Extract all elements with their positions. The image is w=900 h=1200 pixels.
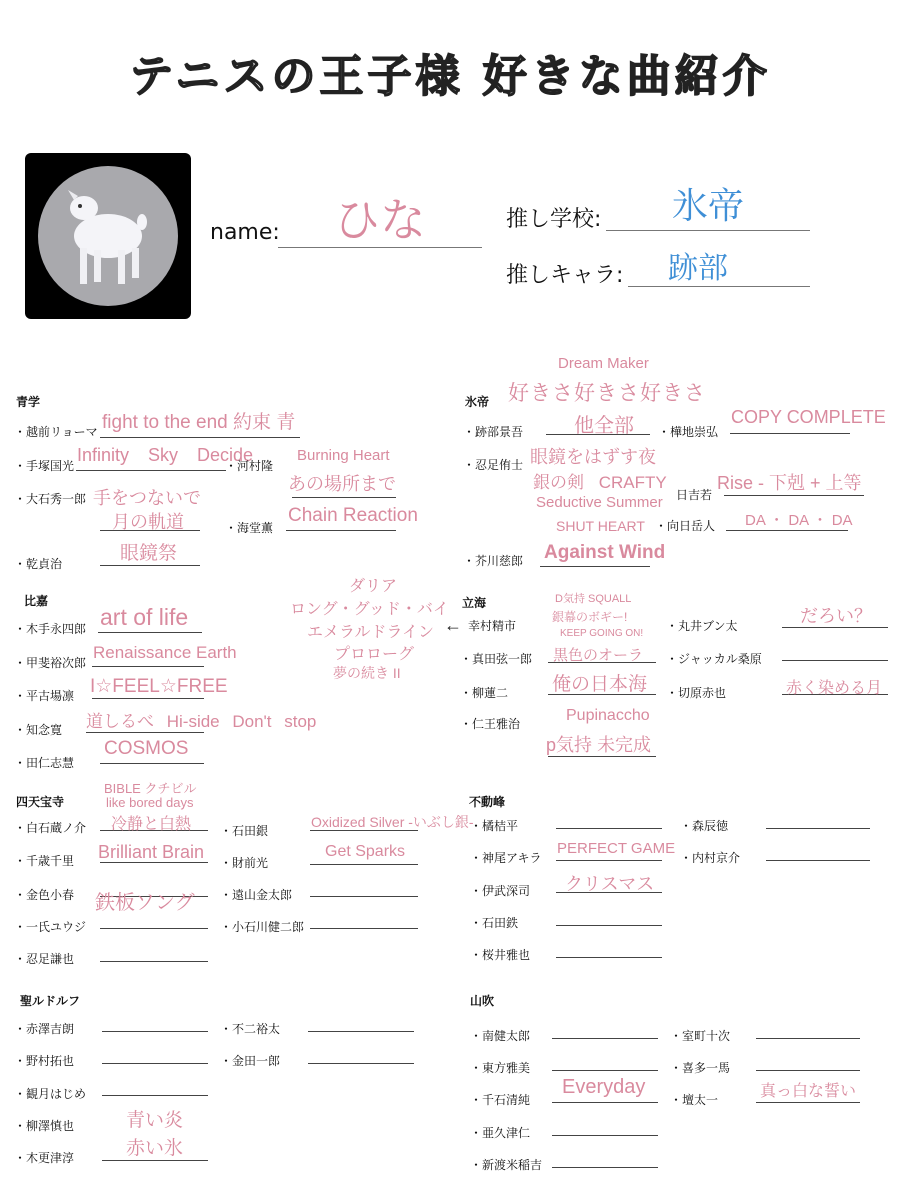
answer-line xyxy=(308,1031,414,1032)
arrow-icon: ← xyxy=(444,615,462,635)
song-oshitari-4: SHUT HEART xyxy=(556,518,645,534)
answer-line xyxy=(100,565,200,566)
char-koishikawa: ・小石川健二郎 xyxy=(220,920,305,934)
song-akutagawa: Against Wind xyxy=(544,542,666,563)
chara-label: 推しキャラ: xyxy=(506,263,624,288)
answer-line xyxy=(92,666,204,667)
char-tachibana: ・橘桔平 xyxy=(470,819,519,833)
answer-line xyxy=(724,495,864,496)
char-fuji-y: ・不二裕太 xyxy=(220,1022,281,1036)
school-header-fudomine: 不動峰 xyxy=(469,795,506,809)
name-label: name: xyxy=(210,220,280,245)
char-atobe: ・跡部景吾 xyxy=(463,425,524,439)
song-kawamura-2: あの場所まで xyxy=(288,474,396,494)
char-kawamura: ・河村隆 xyxy=(225,459,274,473)
char-ishida-t: ・石田鉄 xyxy=(470,916,519,930)
answer-line xyxy=(552,1135,658,1136)
song-sengoku: Everyday xyxy=(562,1076,646,1098)
answer-line xyxy=(102,1160,208,1161)
char-dan: ・壇太一 xyxy=(670,1093,719,1107)
song-yukimura-1: ダリア xyxy=(349,578,398,595)
school-header-seigaku: 青学 xyxy=(16,395,41,409)
char-ishida-g: ・石田銀 xyxy=(220,824,269,838)
answer-line xyxy=(552,1038,658,1039)
song-yanagisawa-1: 青い炎 xyxy=(126,1110,184,1131)
char-konjiki: ・金色小春 xyxy=(14,888,75,902)
song-oshitari-1: 眼鏡をはずす夜 xyxy=(530,447,656,467)
char-minami: ・南健太郎 xyxy=(470,1029,531,1043)
answer-line xyxy=(86,732,204,733)
name-value: ひな xyxy=(334,194,426,246)
char-tezuka: ・手塚国光 xyxy=(14,459,75,473)
char-higashikata: ・東方雅美 xyxy=(470,1061,531,1075)
char-kaido: ・海堂薫 xyxy=(225,521,274,535)
song-kirihara: 赤く染める月 xyxy=(786,680,883,697)
song-hirakoba: I☆FEEL☆FREE xyxy=(90,676,228,697)
answer-line xyxy=(730,433,850,434)
char-akazawa: ・赤澤吉朗 xyxy=(14,1022,75,1036)
answer-line xyxy=(556,957,662,958)
song-dan: 真っ白な誓い xyxy=(760,1083,857,1100)
answer-line xyxy=(766,860,870,861)
char-yukimura: 幸村精市 xyxy=(468,619,517,633)
char-kabaji: ・樺地崇弘 xyxy=(658,425,719,439)
song-kabaji: COPY COMPLETE xyxy=(731,407,886,427)
answer-line xyxy=(76,470,226,471)
song-tezuka: Infinity Sky Decide xyxy=(77,445,254,465)
answer-line xyxy=(100,437,300,438)
song-hiyoshi: Rise - 下剋 + 上等 xyxy=(717,473,862,493)
answer-line xyxy=(102,1031,208,1032)
char-mukahi: ・向日岳人 xyxy=(655,519,716,533)
song-kite: art of life xyxy=(100,604,189,630)
song-oshitari-3: Seductive Summer xyxy=(536,494,663,511)
char-toyama: ・遠山金太郎 xyxy=(220,888,293,902)
char-sengoku: ・千石清純 xyxy=(470,1093,531,1107)
song-atobe-2: 好きさ好きさ好きさ xyxy=(508,382,706,405)
answer-line xyxy=(556,828,662,829)
answer-line xyxy=(766,828,870,829)
answer-line xyxy=(308,1063,414,1064)
song-mukahi: DA ・ DA ・ DA xyxy=(745,512,853,529)
page-title: テニスの王子様 好きな曲紹介 xyxy=(129,51,771,102)
song-shiraishi-2: like bored days xyxy=(106,795,194,810)
song-atobe-1: Dream Maker xyxy=(558,355,649,372)
song-oshitari-2: 銀の剣 CRAFTY xyxy=(533,473,667,492)
char-jackal: ・ジャッカル桑原 xyxy=(666,652,762,666)
answer-line xyxy=(310,896,418,897)
answer-line xyxy=(552,1167,658,1168)
answer-line xyxy=(552,1102,658,1103)
song-yukimura-2: ロング・グッド・バイ xyxy=(290,601,449,618)
char-niou: ・仁王雅治 xyxy=(460,717,521,731)
answer-line xyxy=(540,566,650,567)
char-nomura: ・野村拓也 xyxy=(14,1054,75,1068)
char-zaizen: ・財前光 xyxy=(220,856,269,870)
char-muromachi: ・室町十次 xyxy=(670,1029,731,1043)
char-marui: ・丸井ブン太 xyxy=(666,619,738,633)
song-konjiki: 鉄板ソング xyxy=(95,892,195,914)
char-kisarazu: ・木更津淳 xyxy=(14,1151,75,1165)
char-hirakoba: ・平古場凛 xyxy=(14,689,75,703)
song-sanada-2: 銀幕のボギー! xyxy=(552,610,628,624)
char-yanagisawa: ・柳澤慎也 xyxy=(14,1119,75,1133)
song-oishi-2: 月の軌道 xyxy=(112,512,184,532)
song-ibu: クリスマス xyxy=(565,874,655,894)
song-sanada-1: D気持 SQUALL xyxy=(555,593,632,605)
char-kita: ・喜多一馬 xyxy=(670,1061,731,1075)
char-kite: ・木手永四郎 xyxy=(14,622,87,636)
goat-image xyxy=(38,166,178,306)
school-label: 推し学校: xyxy=(506,207,602,232)
chara-value: 跡部 xyxy=(668,251,728,286)
song-sanada-4: 黒色のオーラ xyxy=(553,647,644,664)
song-zaizen: Get Sparks xyxy=(325,843,406,860)
school-header-higa: 比嘉 xyxy=(24,594,49,608)
char-akutagawa: ・芥川慈郎 xyxy=(463,554,524,568)
song-shiraishi-1: BIBLE クチビル xyxy=(104,781,197,796)
char-ibu: ・伊武深司 xyxy=(470,884,531,898)
answer-line xyxy=(310,864,418,865)
char-tanishi: ・田仁志慧 xyxy=(14,756,75,770)
school-underline xyxy=(606,230,810,231)
answer-line xyxy=(98,632,202,633)
song-sanada-3: KEEP GOING ON! xyxy=(560,628,644,639)
song-atobe-3: 他全部 xyxy=(574,415,634,437)
school-header-rikkai: 立海 xyxy=(462,596,487,610)
song-marui: だろい？ xyxy=(800,606,872,626)
song-yanagisawa-2: 赤い氷 xyxy=(126,1138,184,1159)
answer-line xyxy=(552,1070,658,1071)
answer-line xyxy=(556,925,662,926)
char-niiboori: ・新渡米稲吉 xyxy=(470,1158,543,1172)
char-kirihara: ・切原赤也 xyxy=(666,686,727,700)
char-inui: ・乾貞治 xyxy=(14,557,63,571)
char-kaneda: ・金田一郎 xyxy=(220,1054,281,1068)
song-echizen: fight to the end 約束 青 xyxy=(102,412,296,433)
answer-line xyxy=(756,1070,860,1071)
song-yukimura-3: エメラルドライン xyxy=(307,624,435,641)
answer-line xyxy=(556,860,662,861)
char-mori: ・森辰徳 xyxy=(680,819,729,833)
song-ishida-g: Oxidized Silver -いぶし銀- xyxy=(311,814,474,830)
song-yukimura-4: プロローグ xyxy=(334,646,415,663)
school-header-hyotei: 氷帝 xyxy=(465,395,490,409)
char-chitose: ・千歳千里 xyxy=(14,854,75,868)
char-sakurai: ・桜井雅也 xyxy=(470,948,531,962)
char-uchimura: ・内村京介 xyxy=(680,851,741,865)
answer-line xyxy=(100,961,208,962)
answer-line xyxy=(286,530,396,531)
char-akutsu: ・亜久津仁 xyxy=(470,1126,531,1140)
answer-line xyxy=(100,763,204,764)
song-yukimura-5: 夢の続き II xyxy=(333,665,401,681)
song-tanishi: COSMOS xyxy=(104,738,189,759)
answer-line xyxy=(100,928,208,929)
song-oishi-1: 手をつないで xyxy=(93,488,201,508)
char-oshitari-k: ・忍足謙也 xyxy=(14,952,75,966)
answer-line xyxy=(726,530,848,531)
song-inui: 眼鏡祭 xyxy=(120,543,178,564)
char-kai: ・甲斐裕次郎 xyxy=(14,656,87,670)
song-niou-2: p気持 未完成 xyxy=(546,735,652,755)
song-yanagi: 俺の日本海 xyxy=(552,674,648,695)
answer-line xyxy=(102,1095,208,1096)
song-kawamura-1: Burning Heart xyxy=(297,447,390,464)
char-chinen: ・知念寛 xyxy=(14,723,63,737)
answer-line xyxy=(756,1038,860,1039)
char-oshitari: ・忍足侑士 xyxy=(463,458,524,472)
answer-line xyxy=(102,1063,208,1064)
song-chinen: 道しるべ Hi-side Don't stop xyxy=(86,712,317,731)
school-header-shitenhoji: 四天宝寺 xyxy=(16,795,65,809)
song-kaido: Chain Reaction xyxy=(288,505,418,526)
song-kamio: PERFECT GAME xyxy=(557,840,676,857)
answer-line xyxy=(782,660,888,661)
answer-line xyxy=(756,1102,860,1103)
song-niou-1: Pupinaccho xyxy=(566,707,650,724)
char-hitouji: ・一氏ユウジ xyxy=(14,920,87,934)
char-hiyoshi: 日吉若 xyxy=(676,488,713,502)
school-value: 氷帝 xyxy=(672,186,745,227)
char-oishi: ・大石秀一郎 xyxy=(14,492,87,506)
char-yanagi: ・柳蓮二 xyxy=(460,686,509,700)
char-shiraishi: ・白石蔵ノ介 xyxy=(14,821,87,835)
char-kamio: ・神尾アキラ xyxy=(470,851,542,865)
song-chitose: Brilliant Brain xyxy=(98,842,205,862)
char-sanada: ・真田弦一郎 xyxy=(460,652,533,666)
song-kai: Renaissance Earth xyxy=(93,643,237,662)
school-header-st-rudolph: 聖ルドルフ xyxy=(20,994,81,1008)
answer-line xyxy=(292,497,396,498)
answer-line xyxy=(92,698,204,699)
school-header-yamabuki: 山吹 xyxy=(470,994,495,1008)
song-shiraishi-3: 冷静と白熱 xyxy=(111,816,192,833)
char-echizen: ・越前リョーマ xyxy=(14,425,98,439)
char-mizuki: ・観月はじめ xyxy=(14,1087,87,1101)
avatar xyxy=(25,153,191,319)
answer-line xyxy=(310,928,418,929)
